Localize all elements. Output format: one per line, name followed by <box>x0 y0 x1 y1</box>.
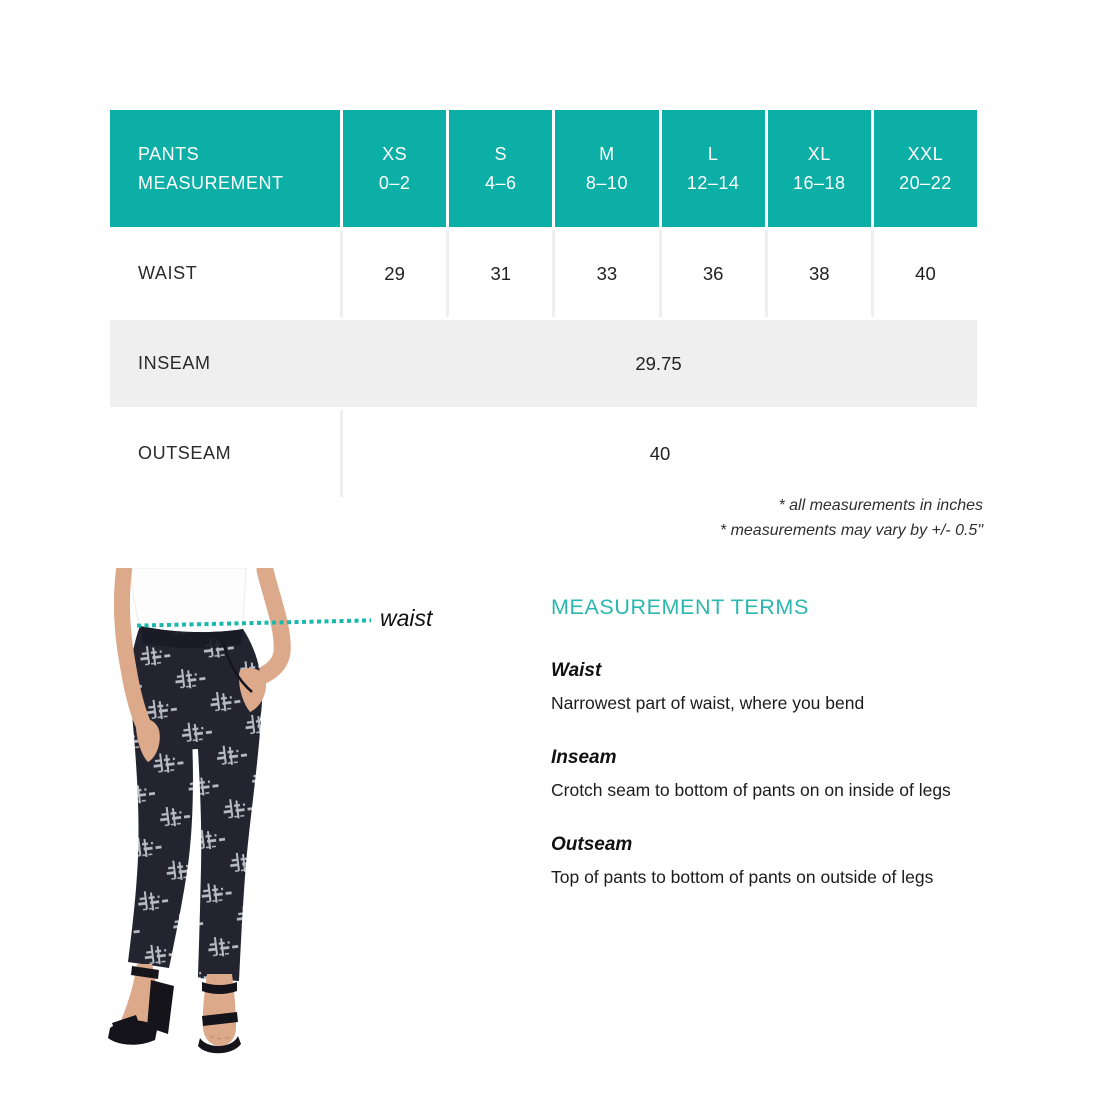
size-name: XXL <box>907 143 944 164</box>
inseam-row <box>110 320 977 407</box>
term-item-outseam <box>551 834 993 892</box>
waist-value-xl: 38 <box>768 230 871 317</box>
table-header-row <box>110 110 977 227</box>
size-range: 0–2 <box>378 172 411 193</box>
size-range: 8–10 <box>585 172 628 193</box>
footnote-variance: * measurements may vary by +/- 0.5" <box>719 521 983 539</box>
size-column-header-m <box>555 110 658 227</box>
waist-row-label: WAIST <box>110 230 340 317</box>
term-name: Waist <box>551 660 602 681</box>
measurement-terms-section <box>551 595 993 921</box>
corner-header-line1: PANTS <box>138 143 200 164</box>
size-name: S <box>494 143 508 164</box>
left-shoe <box>108 964 174 1045</box>
size-name: M <box>599 143 615 164</box>
size-name: XL <box>807 143 831 164</box>
corner-header-line2: MEASUREMENT <box>138 172 284 193</box>
size-column-header-xl <box>768 110 871 227</box>
footnotes <box>720 494 983 543</box>
outseam-value-all-sizes: 40 <box>343 410 977 497</box>
waist-value-xs: 29 <box>343 230 446 317</box>
size-name: L <box>707 143 719 164</box>
size-range: 4–6 <box>484 172 517 193</box>
term-definition: Crotch seam to bottom of pants on on inside of legs <box>551 780 951 800</box>
measurement-terms-title: MEASUREMENT TERMS <box>551 595 809 619</box>
size-range: 16–18 <box>792 172 846 193</box>
term-definition: Narrowest part of waist, where you bend <box>551 693 865 713</box>
term-name: Outseam <box>551 834 633 855</box>
right-shoe <box>198 974 241 1053</box>
waist-value-m: 33 <box>555 230 658 317</box>
table-corner-header <box>110 110 340 227</box>
inseam-value-all-sizes: 29.75 <box>635 352 682 374</box>
size-chart-table <box>110 110 977 497</box>
waist-value-s: 31 <box>449 230 552 317</box>
term-item-inseam <box>551 747 993 805</box>
term-definition: Top of pants to bottom of pants on outside of legs <box>551 867 934 887</box>
term-item-waist <box>551 660 993 718</box>
size-name: XS <box>382 143 408 164</box>
waist-annotation-label: waist <box>380 605 433 631</box>
size-column-header-s <box>449 110 552 227</box>
inseam-row-label: INSEAM <box>138 353 211 373</box>
size-column-header-xxl <box>874 110 977 227</box>
model-photo <box>95 568 305 1088</box>
size-column-header-l <box>662 110 765 227</box>
footnote-units: * all measurements in inches <box>778 497 983 514</box>
waist-value-xxl: 40 <box>874 230 977 317</box>
waist-row <box>110 230 977 317</box>
outseam-row-label: OUTSEAM <box>110 410 340 497</box>
size-range: 12–14 <box>686 172 740 193</box>
term-name: Inseam <box>551 747 617 768</box>
outseam-row <box>110 410 977 497</box>
size-column-header-xs <box>343 110 446 227</box>
model-figure-svg <box>95 568 305 1088</box>
size-range: 20–22 <box>899 172 952 193</box>
waist-value-l: 36 <box>662 230 765 317</box>
